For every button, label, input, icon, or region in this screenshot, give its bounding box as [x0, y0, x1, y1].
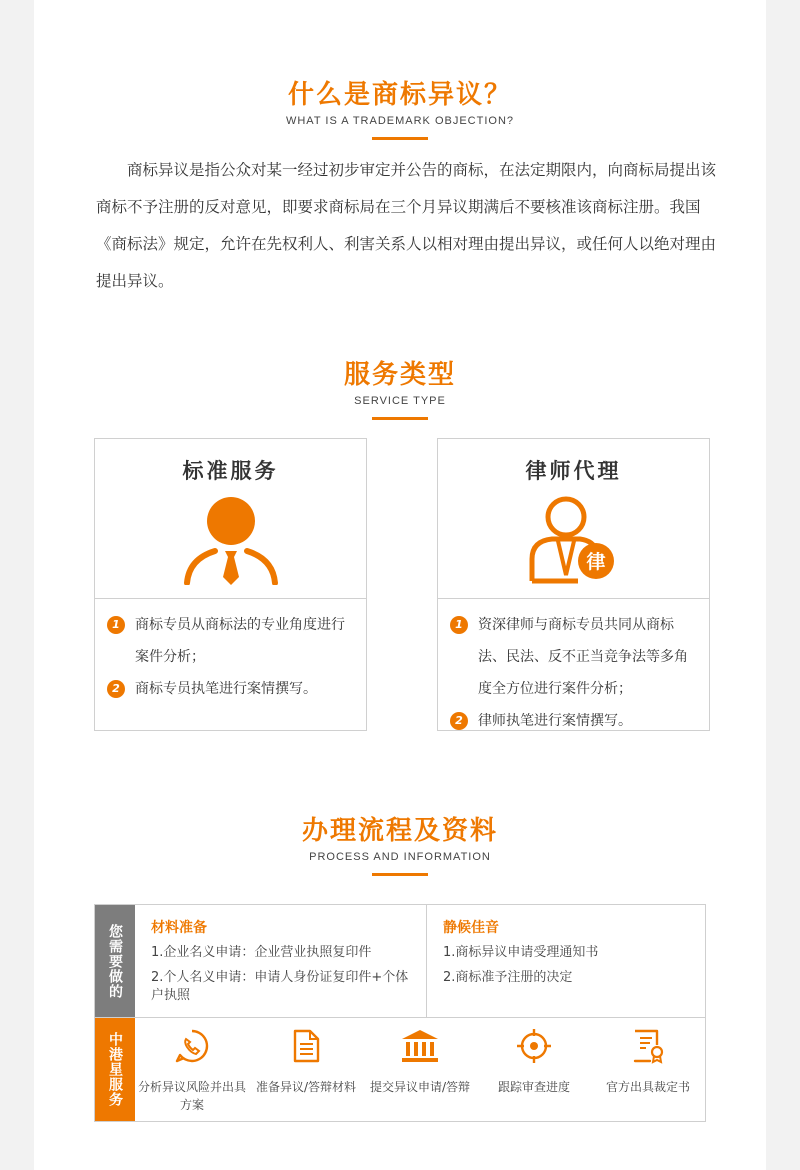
materials-heading: 材料准备	[151, 920, 207, 936]
section-process	[34, 814, 766, 876]
title-underline	[372, 873, 428, 876]
lawyer-badge-icon	[526, 493, 622, 589]
step-label: 跟踪审查进度	[497, 1080, 570, 1094]
waiting-cell	[427, 905, 705, 1017]
phone-chat-icon	[174, 1028, 210, 1064]
card-lawyer-agency	[437, 438, 710, 731]
step-track	[477, 1018, 591, 1121]
page	[34, 0, 766, 1170]
section-subtitle: WHAT IS A TRADEMARK OBJECTION?	[285, 115, 515, 127]
section-title: 服务类型	[343, 360, 456, 390]
step-analyze-risk	[135, 1018, 249, 1121]
process-table	[94, 904, 706, 1122]
person-tie-icon	[181, 493, 281, 589]
lawyer-badge-char: 律	[585, 551, 606, 573]
target-icon	[516, 1028, 552, 1064]
section-subtitle: SERVICE TYPE	[354, 395, 446, 407]
point-number: 2	[450, 712, 468, 730]
section-what-is-objection	[34, 78, 766, 140]
point-number: 1	[107, 616, 125, 634]
step-label: 提交异议申请/答辩	[369, 1080, 471, 1094]
step-ruling	[591, 1018, 705, 1121]
waiting-heading: 静候佳音	[443, 920, 499, 936]
card-title: 律师代理	[525, 459, 622, 483]
step-label: 官方出具裁定书	[605, 1080, 690, 1094]
you-need-row	[95, 905, 705, 1018]
card-title: 标准服务	[182, 459, 279, 483]
waiting-item: 2.商标准予注册的决定	[443, 970, 573, 985]
materials-item: 2.个人名义申请：申请人身份证复印件+个体户执照	[151, 970, 409, 1003]
section-service-type	[34, 358, 766, 420]
bank-building-icon	[400, 1028, 440, 1064]
section-title: 什么是商标异议？	[287, 80, 512, 110]
point-text: 商标专员从商标法的专业角度进行案件分析；	[135, 617, 345, 665]
waiting-item: 1.商标异议申请受理通知书	[443, 945, 599, 960]
point-text: 资深律师与商标专员共同从商标法、民法、反不正当竞争法等多角度全方位进行案件分析；	[478, 617, 688, 697]
materials-item: 1.企业名义申请：企业营业执照复印件	[151, 945, 372, 960]
you-need-label: 您需要做的	[95, 905, 135, 1017]
intro-paragraph: 商标异议是指公众对某一经过初步审定并公告的商标，在法定期限内，向商标局提出该商标不予注册的反对意见，即要求商标局在三个月异议期满后不要核准该商标注册。我国《商标法》规定，允许在先权利人、利害关系人以相对理由提出异议，或任何人以绝对理由提出异议。	[96, 161, 717, 290]
materials-cell	[135, 905, 427, 1017]
service-steps	[135, 1018, 705, 1121]
step-label: 准备异议/答辩材料	[255, 1080, 357, 1094]
document-icon	[288, 1028, 324, 1064]
section-title: 办理流程及资料	[301, 816, 498, 846]
step-label: 分析异议风险并出具方案	[137, 1080, 246, 1112]
section-subtitle: PROCESS AND INFORMATION	[309, 851, 491, 863]
card-point	[450, 609, 699, 705]
point-text: 商标专员执笔进行案情撰写。	[135, 681, 317, 697]
card-standard-service	[94, 438, 367, 731]
point-text: 律师执笔进行案情撰写。	[478, 713, 632, 729]
card-point	[450, 705, 699, 737]
title-underline	[372, 417, 428, 420]
service-row	[95, 1018, 705, 1121]
point-number: 1	[450, 616, 468, 634]
certificate-icon	[630, 1028, 666, 1064]
step-submit	[363, 1018, 477, 1121]
title-underline	[372, 137, 428, 140]
card-point	[107, 673, 356, 705]
point-number: 2	[107, 680, 125, 698]
card-point	[107, 609, 356, 673]
service-label: 中港星服务	[95, 1018, 135, 1121]
step-prepare-materials	[249, 1018, 363, 1121]
